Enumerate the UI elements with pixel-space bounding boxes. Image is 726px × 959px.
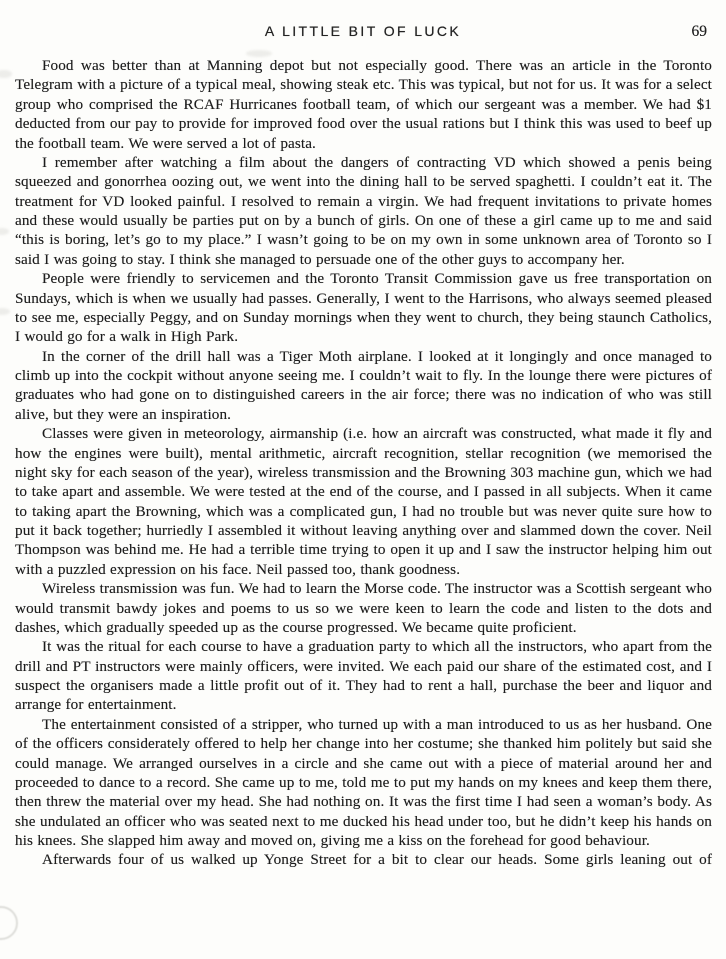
scan-smudge (0, 70, 12, 78)
page-number: 69 (691, 23, 707, 40)
paragraph: Afterwards four of us walked up Yonge Street for a bit to clear our heads. Some girls leaning out of (42, 851, 712, 869)
paragraph: I remember after watching a film about the dangers of contracting VD which showed a penis being squeezed and gonorrhea oozing out, we went into the dining hall to be served spaghetti. I couldn’t eat it. The treatment for VD looked painful. I resolved to remain a virgin. We had frequent invitations to private homes and these would usually be parties put on by a bunch of girls. On one of these a girl came up to me and said “this is boring, let’s go to my place.” I wasn’t going to be on my own in some unknown area of Toronto so I said I was going to stay. I think she managed to persuade one of the other guys to accompany her. (15, 153, 712, 268)
paragraph: It was the ritual for each course to have a graduation party to which all the instructors, who apart from the drill and PT instructors were mainly officers, were invited. We each paid our share of the estimated cost, and I suspect the organisers made a little profit out of it. They had to rent a hall, purchase the beer and liquor and arrange for entertainment. (15, 638, 712, 714)
paragraph: Wireless transmission was fun. We had to learn the Morse code. The instructor was a Scottish sergeant who would transmit bawdy jokes and poems to us so we were keen to learn the code and listen to the dots and dashes, which gradually speeded up as the course progressed. We became quite proficient. (15, 580, 712, 636)
paragraph: The entertainment consisted of a stripper, who turned up with a man introduced to us as her husband. One of the officers considerately offered to help her change into her costume; she thanked him politely but said she could manage. We arranged ourselves in a circle and she came out with a piece of material around her and proceeded to dance to a record. She came up to me, told me to put my hands on my knees and keep them there, then threw the material over my head. She had nothing on. It was the first time I had seen a woman’s body. As she undulated an officer who was seated next to me ducked his head under too, but he didn’t keep his hands on his knees. She slapped him away and moved on, giving me a kiss on the forehead for good behaviour. (15, 715, 712, 849)
running-title: A LITTLE BIT OF LUCK (264, 23, 462, 39)
paragraph: Food was better than at Manning depot but not especially good. There was an article in the Toronto Telegram with a picture of a typical meal, showing steak etc. This was typical, but not for us. It was for a select group who comprised the RCAF Hurricanes football team, of which our sergeant was a member. We had $1 deducted from our pay to provide for improved food over the usual rations but I think this was used to beef up the football team. We were served a lot of pasta. (15, 57, 712, 152)
paragraph: Classes were given in meteorology, airmanship (i.e. how an aircraft was constructed, what made it fly and how the engines were built), mental arithmetic, aircraft recognition, stellar recognition (we memorised the night sky for each season of the year), wireless transmission and the Browning 303 machine gun, which we had to take apart and assemble. We were tested at the end of the course, and I passed in all subjects. When it came to taking apart the Browning, which was a complicated gun, I had no trouble but was never quite sure how to put it back together; hurriedly I assembled it without leaving anything over and slammed down the cover. Neil Thompson was behind me. He had a terrible time trying to open it up and I saw the instructor helping him out with a puzzled expression on his face. Neil passed too, thank goodness. (15, 425, 712, 578)
page-header (0, 23, 726, 43)
scan-smudge (0, 308, 10, 315)
paragraph: In the corner of the drill hall was a Tiger Moth airplane. I looked at it longingly and once managed to climb up into the cockpit without anyone seeing me. I couldn’t wait to fly. In the lounge there were pictures of graduates who had gone on to distinguished careers in the air force; there was no indication of who was still alive, but they were an inspiration. (15, 347, 712, 423)
scan-arc-mark (0, 906, 18, 940)
scan-smudge (0, 228, 9, 235)
page-body (15, 56, 712, 870)
paragraph: People were friendly to servicemen and the Toronto Transit Commission gave us free transportation on Sundays, which is when we usually had passes. Generally, I went to the Harrisons, who always seemed pleased to see me, especially Peggy, and on Sunday mornings when they went to church, they being staunch Catholics, I would go for a walk in High Park. (15, 270, 712, 346)
